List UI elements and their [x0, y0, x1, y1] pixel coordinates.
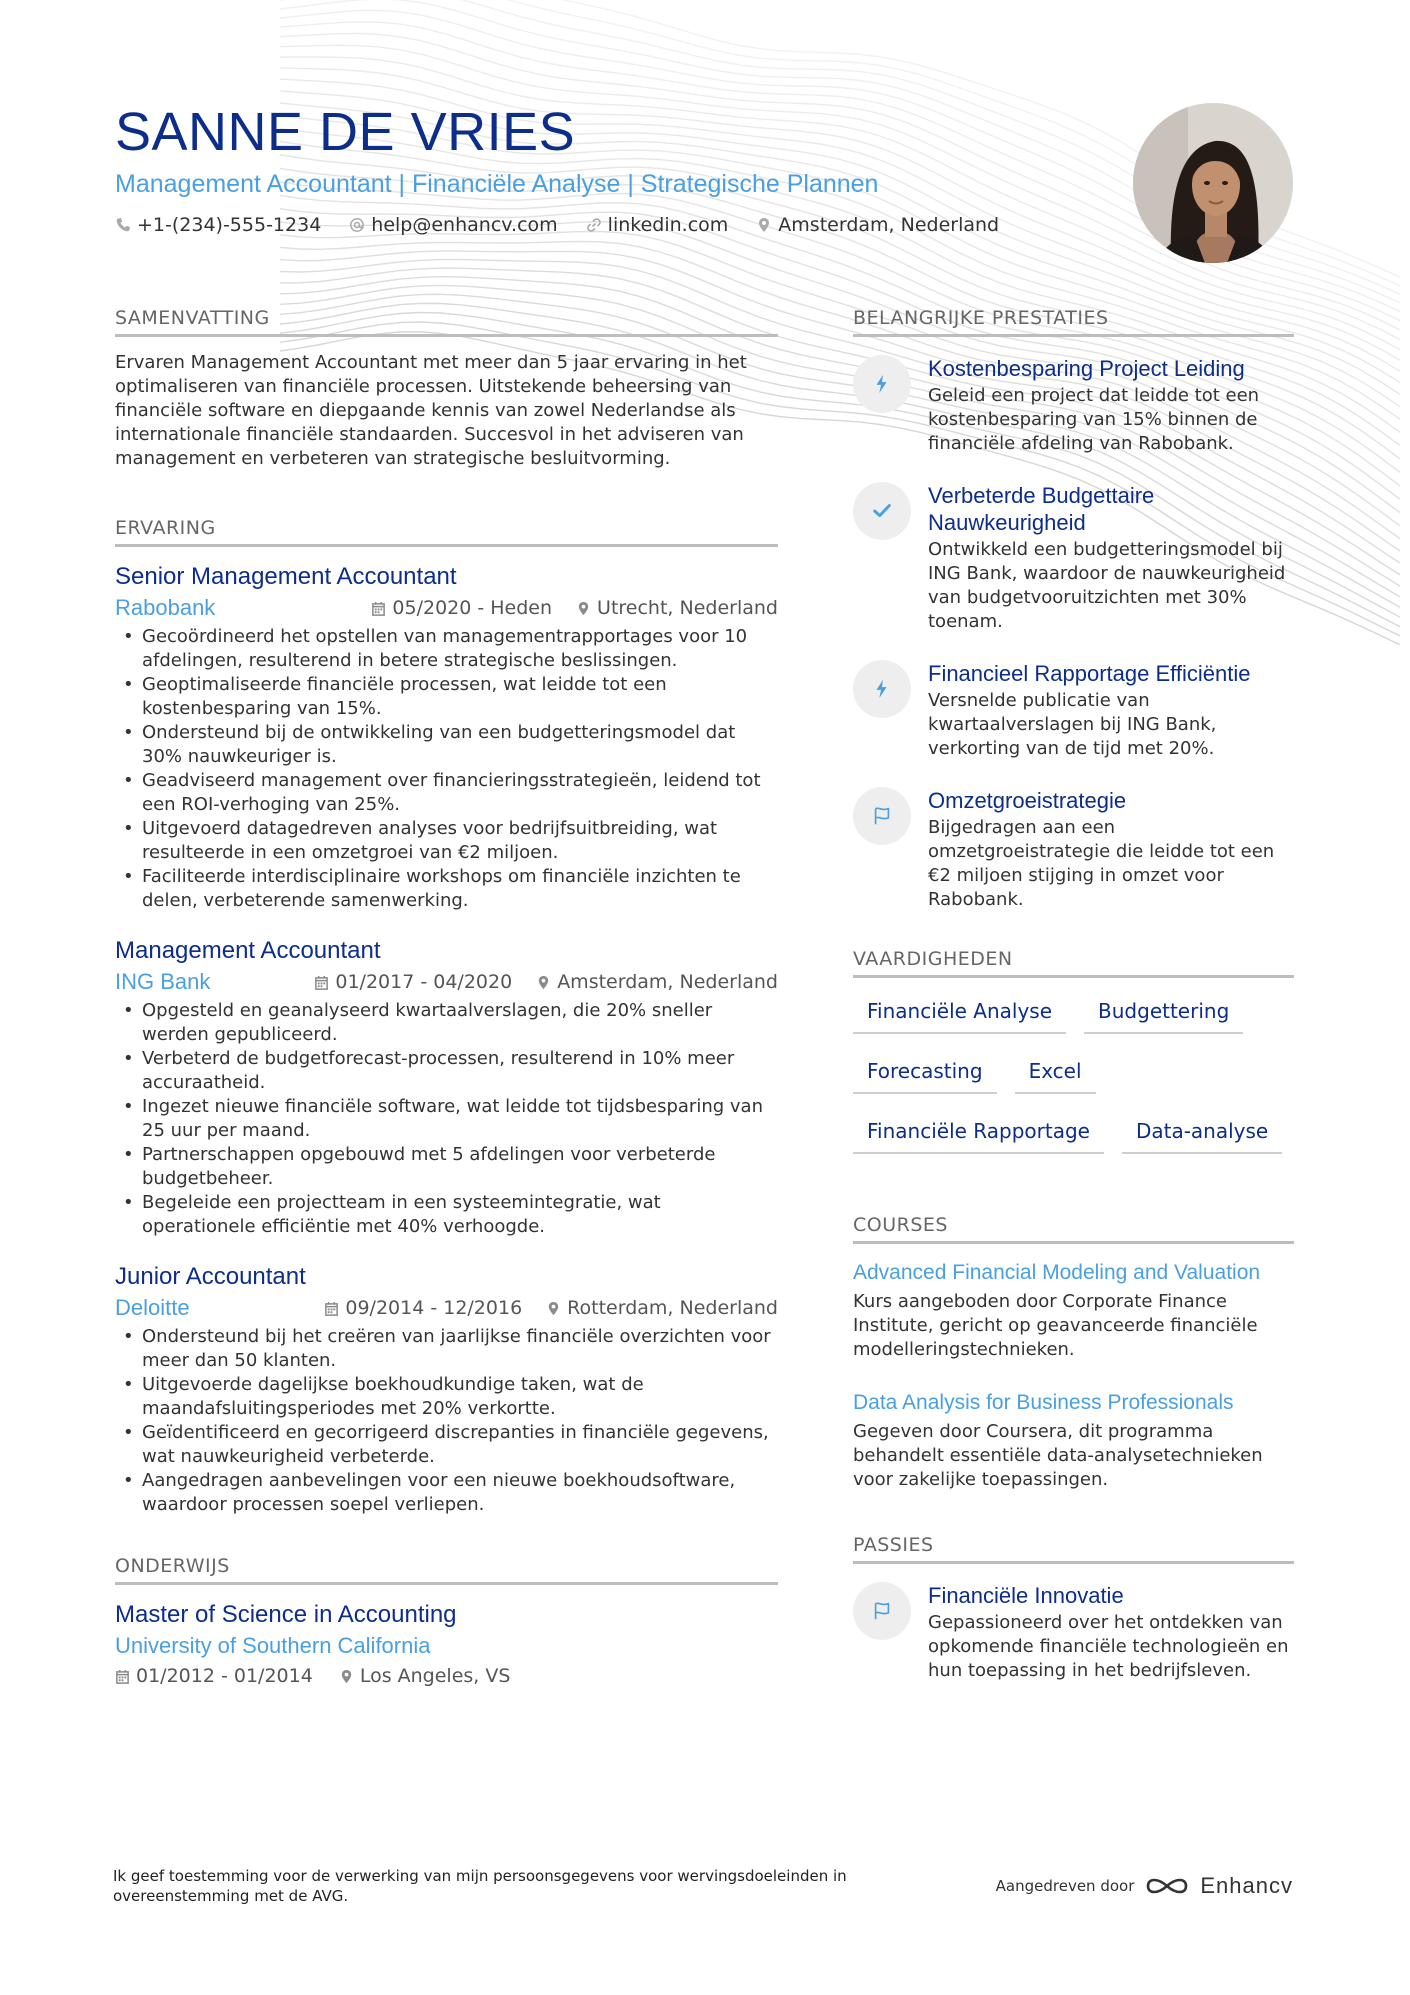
job-bullet: • Opgesteld en geanalyseerd kwartaalverslagen, die 20% sneller werden gepubliceerd.: [115, 999, 778, 1047]
education-dates: [115, 1665, 313, 1687]
passion-item-description: Gepassioneerd over het ontdekken van opkomende financiële technologieën en hun toepassing in het bedrijfsleven.: [928, 1612, 1289, 1681]
bolt-icon-badge: [853, 660, 911, 718]
candidate-name: SANNE DE VRIES: [115, 102, 576, 162]
job-bullets: [115, 625, 778, 913]
job-dates: [324, 1295, 522, 1321]
location-icon: [536, 975, 551, 990]
section-title-courses: COURSES: [853, 1212, 1294, 1244]
achievement-item-title: Verbeterde Budgettaire Nauwkeurigheid: [928, 483, 1155, 535]
candidate-headline: Management Accountant | Financiële Analyse | Strategische Plannen: [115, 170, 879, 198]
achievement-item-text: [928, 660, 1294, 761]
skill-tag: Financiële Rapportage: [853, 1112, 1104, 1154]
section-title-experience: ERVARING: [115, 515, 778, 547]
job-meta: [115, 1295, 778, 1321]
achievement-item-description: Bijgedragen aan een omzetgroeistrategie die leidde tot een €2 miljoen stijging in omzet voor Rabobank.: [928, 817, 1275, 910]
job-dates-text: 01/2017 - 04/2020: [335, 971, 513, 993]
contact-phone-text: +1-(234)-555-1234: [137, 214, 322, 236]
job-bullet: • Geadviseerd management over financieringsstrategieën, leidend tot een ROI-verhoging van 25%.: [115, 769, 778, 817]
enhancv-logo-icon: [1144, 1874, 1190, 1898]
passion-item-text: [928, 1582, 1294, 1683]
flag-icon: [871, 805, 893, 827]
left-column: [115, 305, 778, 1687]
course-title[interactable]: Data Analysis for Business Professionals: [853, 1391, 1234, 1414]
job-bullet: • Faciliteerde interdisciplinaire workshops om financiële inzichten te delen, verbeterende samenwerking.: [115, 865, 778, 913]
job-dates: [371, 595, 552, 621]
contact-location: [756, 214, 999, 236]
achievement-item-text: [928, 355, 1294, 456]
job-bullet: • Aangedragen aanbevelingen voor een nieuwe boekhoudsoftware, waardoor processen soepel verliepen.: [115, 1469, 778, 1517]
course-description: Kurs aangeboden door Corporate Finance Institute, gericht op geavanceerde financiële modelleringstechnieken.: [853, 1291, 1258, 1360]
location-icon: [756, 217, 772, 233]
location-icon: [339, 1669, 354, 1684]
flag-icon: [871, 1600, 893, 1622]
check-icon-badge: [853, 482, 911, 540]
skill-tag: Budgettering: [1084, 992, 1243, 1034]
bolt-icon-badge: [853, 355, 911, 413]
profile-photo-illustration: [1133, 103, 1293, 263]
job-bullet: • Begeleide een projectteam in een systeemintegratie, wat operationele efficiëntie met 40% verhoogde.: [115, 1191, 778, 1239]
job-bullet: • Gecoördineerd het opstellen van managementrapportages voor 10 afdelingen, resulterend in betere strategische beslissingen.: [115, 625, 778, 673]
calendar-icon: [314, 975, 329, 990]
achievement-item-title: Omzetgroeistrategie: [928, 788, 1127, 813]
job-dates-text: 09/2014 - 12/2016: [345, 1297, 523, 1319]
job-location: [546, 1295, 778, 1321]
job-bullet: • Geïdentificeerd en gecorrigeerd discrepanties in financiële gegevens, wat nauwkeurigheid verbeterde.: [115, 1421, 778, 1469]
profile-photo: [1133, 103, 1293, 263]
section-title-summary: SAMENVATTING: [115, 305, 778, 337]
job-bullet: • Partnerschappen opgebouwd met 5 afdelingen voor verbeterde budgetbeheer.: [115, 1143, 778, 1191]
job-bullet: • Geoptimaliseerde financiële processen, wat leidde tot een kostenbesparing van 15%.: [115, 673, 778, 721]
check-icon: [871, 500, 893, 522]
job-location: [536, 969, 778, 995]
achievement-item: [853, 482, 1294, 634]
experience-list: [115, 561, 778, 1517]
achievement-item-title: Financieel Rapportage Efficiëntie: [928, 661, 1251, 686]
achievement-item-text: [928, 482, 1294, 634]
achievement-item-description: Ontwikkeld een budgetteringsmodel bij ING Bank, waardoor de nauwkeurigheid van budgetvooruitzichten met 30% toenam.: [928, 539, 1286, 632]
passion-item: [853, 1582, 1294, 1683]
job-meta: [115, 969, 778, 995]
job-bullets: [115, 999, 778, 1239]
section-title-skills: VAARDIGHEDEN: [853, 946, 1294, 978]
job-meta: [115, 595, 778, 621]
job-location-text: Amsterdam, Nederland: [557, 971, 778, 993]
contact-phone[interactable]: [115, 214, 321, 236]
education-school: University of Southern California: [115, 1633, 431, 1658]
location-icon: [576, 601, 591, 616]
achievement-item-text: [928, 787, 1294, 912]
skills-list: [853, 992, 1294, 1154]
course-item: [853, 1258, 1294, 1362]
section-title-achievements: BELANGRIJKE PRESTATIES: [853, 305, 1294, 337]
company-name[interactable]: Deloitte: [115, 1295, 190, 1320]
calendar-icon: [115, 1669, 130, 1684]
passion-item-title: Financiële Innovatie: [928, 1583, 1124, 1608]
job-title: Senior Management Accountant: [115, 563, 457, 590]
job-dates: [314, 969, 512, 995]
experience-item: [115, 1261, 778, 1517]
bolt-icon: [871, 373, 893, 395]
section-title-education: ONDERWIJS: [115, 1553, 778, 1585]
experience-item: [115, 561, 778, 913]
job-bullet: • Ondersteund bij het creëren van jaarlijkse financiële overzichten voor meer dan 50 klanten.: [115, 1325, 778, 1373]
contact-list: [115, 214, 1115, 236]
footer: [113, 1866, 1293, 1906]
calendar-icon: [371, 601, 386, 616]
flag-icon-badge: [853, 1582, 911, 1640]
job-location: [576, 595, 778, 621]
achievement-item-description: Versnelde publicatie van kwartaalverslagen bij ING Bank, verkorting van de tijd met 20%.: [928, 690, 1217, 759]
course-description: Gegeven door Coursera, dit programma behandelt essentiële data-analysetechnieken voor zakelijke toepassingen.: [853, 1421, 1263, 1490]
job-bullets: [115, 1325, 778, 1517]
education-dates-text: 01/2012 - 01/2014: [136, 1665, 313, 1687]
company-name[interactable]: Rabobank: [115, 595, 216, 620]
course-item: [853, 1388, 1294, 1492]
course-title[interactable]: Advanced Financial Modeling and Valuation: [853, 1261, 1261, 1284]
job-bullet: • Ondersteund bij de ontwikkeling van een budgetteringsmodel dat 30% nauwkeuriger is.: [115, 721, 778, 769]
achievement-item-description: Geleid een project dat leidde tot een kostenbesparing van 15% binnen de financiële afdeling van Rabobank.: [928, 385, 1260, 454]
right-column: [853, 305, 1294, 1709]
powered-by[interactable]: [996, 1873, 1293, 1899]
job-title: Junior Accountant: [115, 1263, 306, 1290]
company-name[interactable]: ING Bank: [115, 969, 211, 994]
education-meta: [115, 1665, 778, 1687]
contact-email-text: help@enhancv.com: [371, 214, 558, 236]
achievement-item: [853, 787, 1294, 912]
achievement-item: [853, 355, 1294, 456]
experience-item: [115, 935, 778, 1239]
phone-icon: [115, 217, 131, 233]
education-location-text: Los Angeles, VS: [359, 1665, 511, 1687]
location-icon: [546, 1301, 561, 1316]
skill-tag: Data-analyse: [1122, 1112, 1282, 1154]
achievement-item-title: Kostenbesparing Project Leiding: [928, 356, 1245, 381]
resume-header: [115, 100, 1115, 236]
achievement-item: [853, 660, 1294, 761]
skill-tag: Excel: [1015, 1052, 1096, 1094]
passions-list: [853, 1582, 1294, 1683]
job-title: Management Accountant: [115, 937, 381, 964]
section-title-passions: PASSIES: [853, 1532, 1294, 1564]
calendar-icon: [324, 1301, 339, 1316]
contact-location-text: Amsterdam, Nederland: [778, 214, 1000, 236]
job-bullet: • Ingezet nieuwe financiële software, wat leidde tot tijdsbesparing van 25 uur per maand.: [115, 1095, 778, 1143]
courses-list: [853, 1258, 1294, 1492]
enhancv-brand: Enhancv: [1200, 1873, 1293, 1898]
contact-linkedin[interactable]: [586, 214, 729, 236]
link-icon: [586, 217, 602, 233]
gdpr-consent-text: Ik geef toestemming voor de verwerking van mijn persoonsgegevens voor wervingsdoeleinden in overeenstemming met de AVG.: [113, 1867, 847, 1905]
skill-tag: Financiële Analyse: [853, 992, 1066, 1034]
job-bullet: • Verbeterd de budgetforecast-processen, resulterend in 10% meer accuraatheid.: [115, 1047, 778, 1095]
contact-email[interactable]: [349, 214, 557, 236]
job-bullet: • Uitgevoerde dagelijkse boekhoudkundige taken, wat de maandafsluitingsperiodes met 20% verkortte.: [115, 1373, 778, 1421]
flag-icon-badge: [853, 787, 911, 845]
job-location-text: Utrecht, Nederland: [597, 597, 778, 619]
job-bullet: • Uitgevoerd datagedreven analyses voor bedrijfsuitbreiding, wat resulteerde in een omzetgroei van €2 miljoen.: [115, 817, 778, 865]
at-icon: [349, 217, 365, 233]
skill-tag: Forecasting: [853, 1052, 997, 1094]
powered-by-label: Aangedreven door: [995, 1877, 1135, 1895]
education-location: [339, 1665, 511, 1687]
job-dates-text: 05/2020 - Heden: [392, 597, 553, 619]
achievements-list: [853, 355, 1294, 912]
education-degree: Master of Science in Accounting: [115, 1601, 457, 1628]
bolt-icon: [871, 678, 893, 700]
contact-linkedin-text: linkedin.com: [607, 214, 729, 236]
job-location-text: Rotterdam, Nederland: [567, 1297, 778, 1319]
summary-text: Ervaren Management Accountant met meer dan 5 jaar ervaring in het optimaliseren van financiële processen. Uitstekende beheersing van financiële software en diepgaande kennis van zowel Nederlandse als internationale financiële standaarden. Succesvol in het adviseren van management en verbeteren van strategische besluitvorming.: [115, 352, 747, 469]
